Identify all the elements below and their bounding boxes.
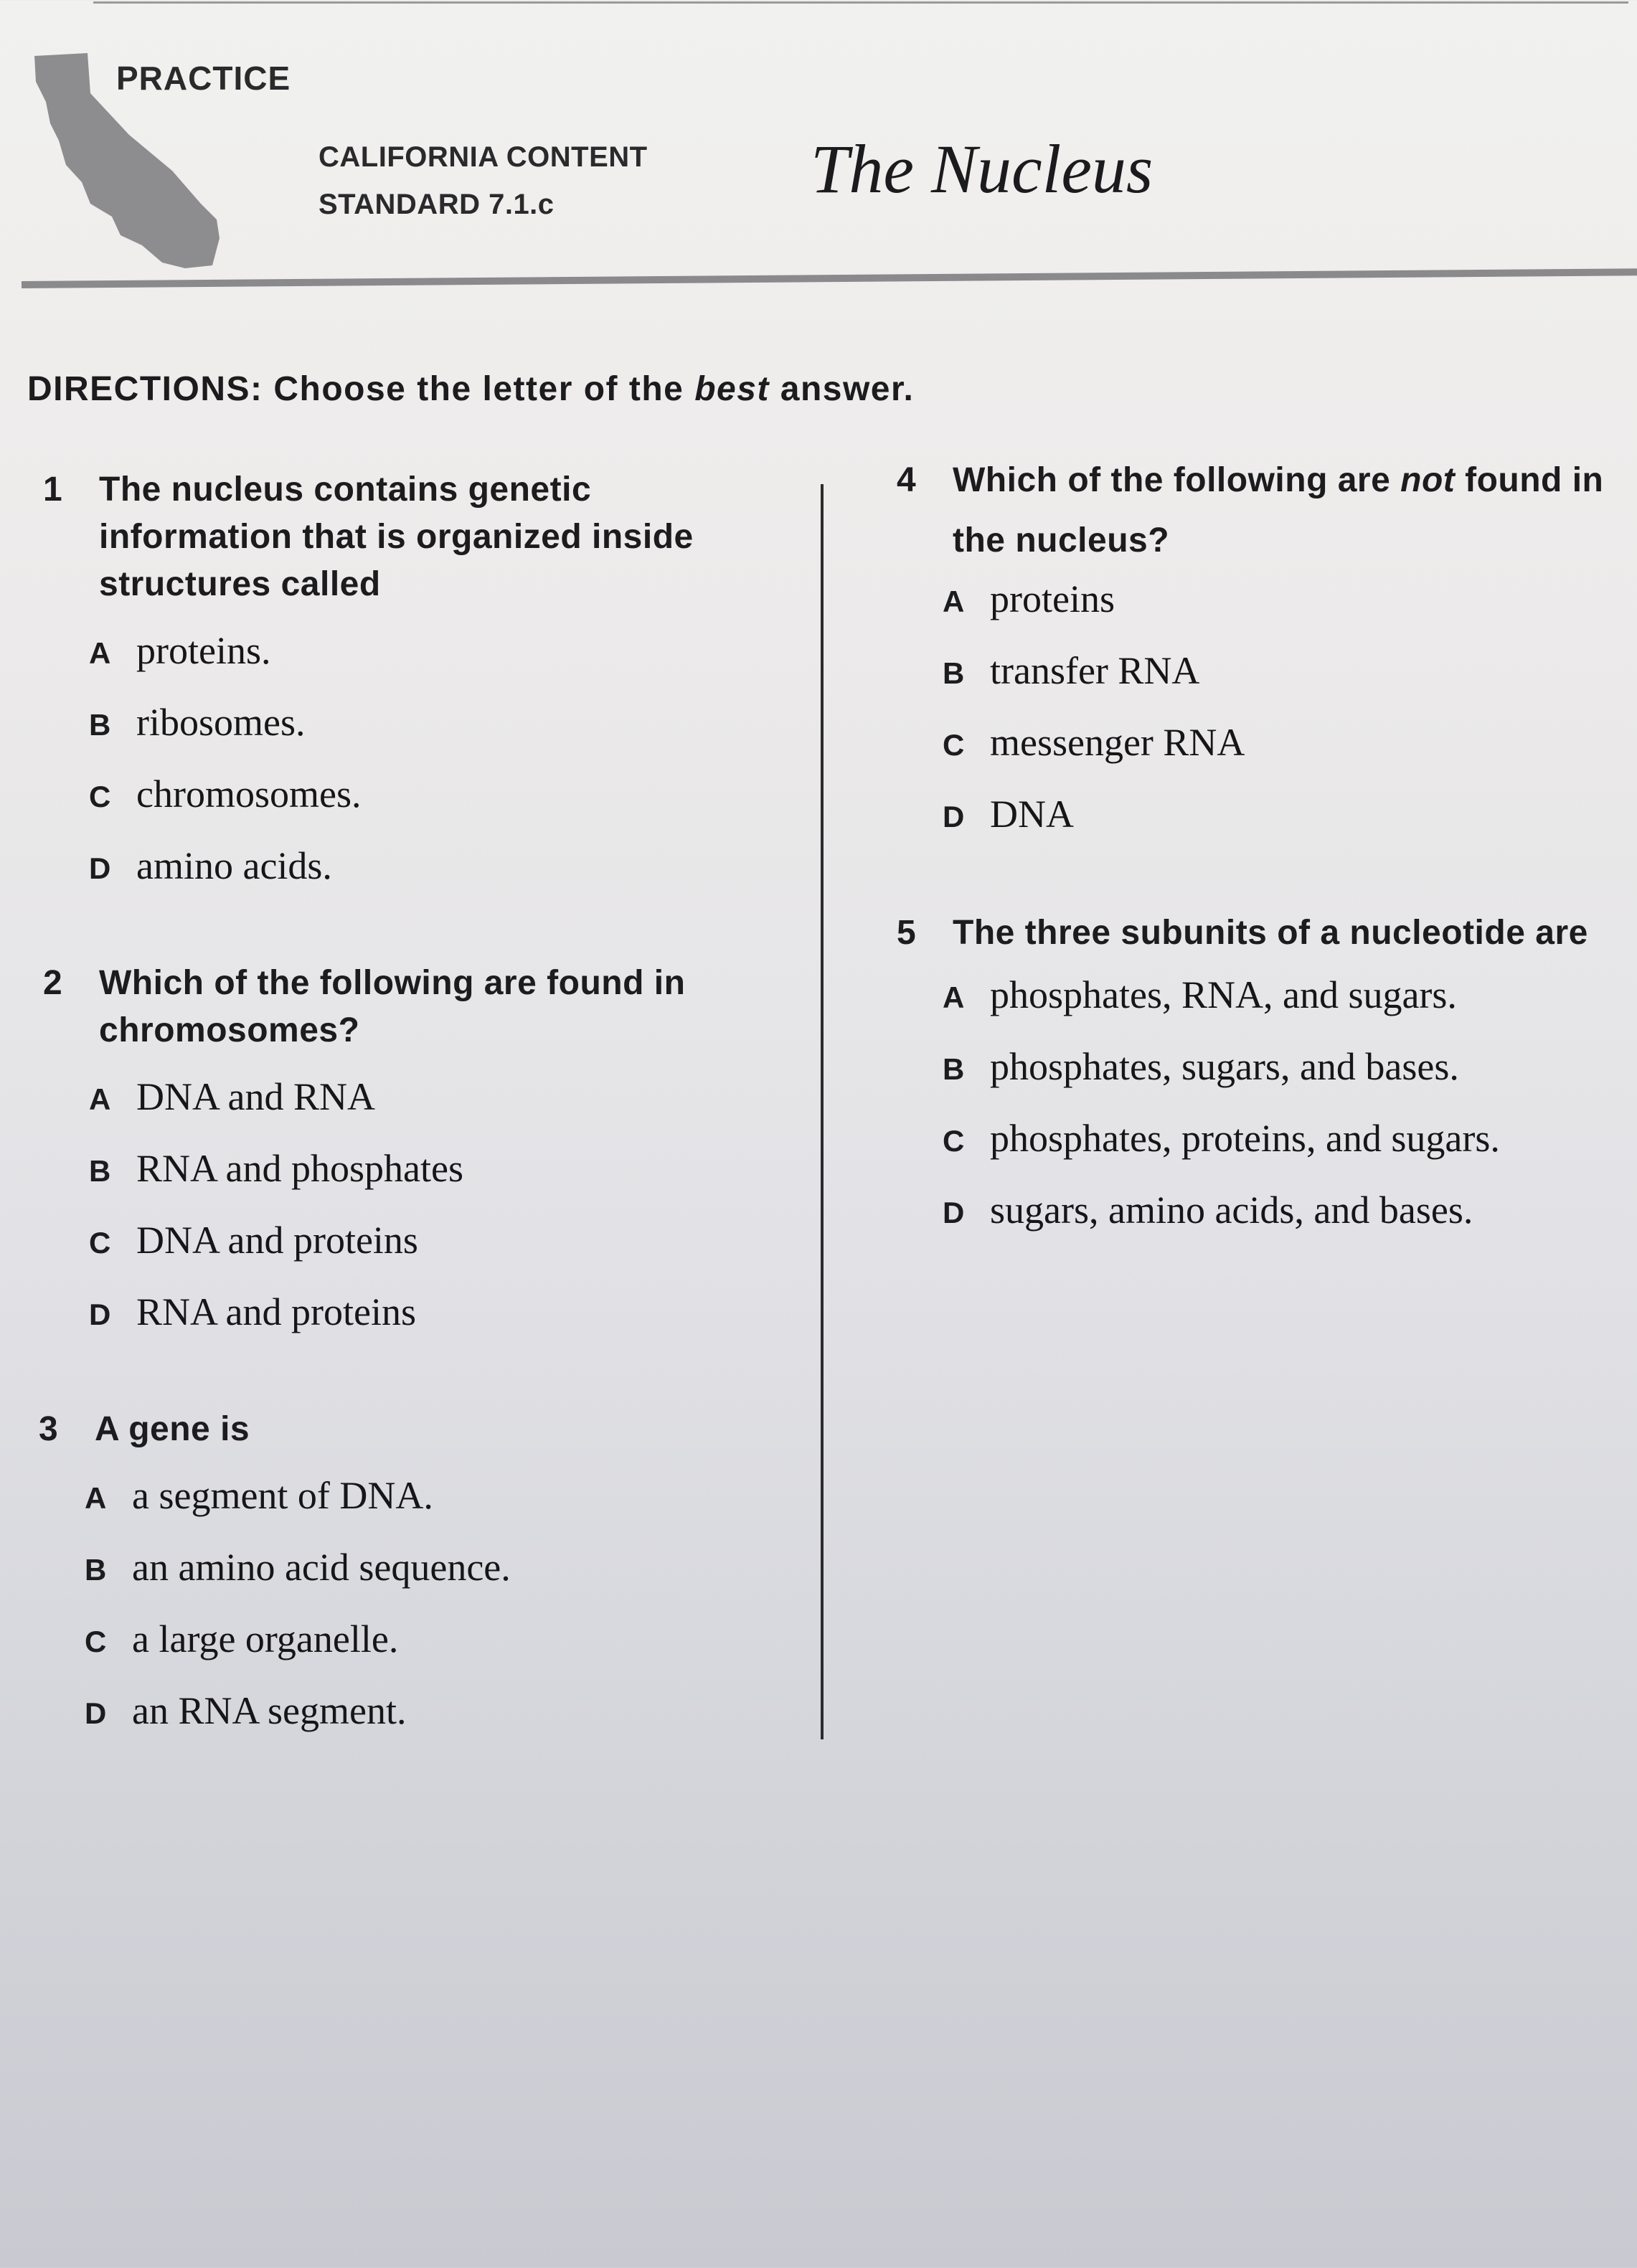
choice-letter: D	[943, 800, 965, 833]
choice-list	[89, 1074, 789, 1361]
question-text: The nucleus contains genetic information that is organized inside structures called	[99, 471, 694, 603]
choice-text: transfer RNA	[990, 649, 1200, 692]
choice-text: an amino acid sequence.	[132, 1546, 511, 1589]
choice-letter: B	[85, 1553, 107, 1587]
choice-list	[85, 1473, 785, 1760]
choice-text: DNA	[990, 793, 1074, 836]
choice-a[interactable]	[85, 1473, 785, 1545]
question-number: 1	[43, 471, 63, 509]
choice-letter: D	[89, 851, 111, 885]
choice-b[interactable]	[85, 1545, 785, 1617]
practice-label: PRACTICE	[116, 60, 291, 97]
choice-b[interactable]	[89, 700, 789, 772]
question-2	[43, 960, 789, 1361]
choice-letter: B	[943, 1052, 965, 1086]
choice-text: DNA and proteins	[136, 1219, 418, 1262]
choice-d[interactable]	[943, 1188, 1621, 1260]
question-number: 4	[897, 461, 917, 499]
choice-letter: C	[85, 1625, 107, 1658]
choice-letter: A	[85, 1481, 107, 1515]
choice-text: phosphates, sugars, and bases.	[990, 1045, 1459, 1088]
question-number: 3	[39, 1410, 59, 1448]
question-1	[43, 466, 789, 915]
choice-letter: C	[89, 1226, 111, 1260]
choice-text: proteins.	[136, 629, 271, 672]
choice-a[interactable]	[943, 577, 1614, 648]
content-standard	[319, 133, 648, 228]
question-text-prefix: Which of the following are	[953, 461, 1401, 499]
directions-suffix: answer.	[769, 370, 915, 408]
choice-text: chromosomes.	[136, 772, 362, 816]
choice-list	[89, 628, 789, 915]
choice-d[interactable]	[85, 1688, 785, 1760]
question-number: 5	[897, 914, 917, 952]
page-title: The Nucleus	[811, 131, 1154, 207]
choice-d[interactable]	[943, 792, 1614, 864]
standard-line-1: CALIFORNIA CONTENT	[319, 141, 648, 173]
choice-text: a segment of DNA.	[132, 1474, 433, 1517]
directions-emphasis: best	[694, 370, 770, 408]
choice-letter: A	[89, 636, 111, 670]
choice-c[interactable]	[89, 1218, 789, 1290]
choice-letter: B	[943, 656, 965, 690]
choice-letter: B	[89, 1154, 111, 1188]
choice-text: a large organelle.	[132, 1617, 399, 1660]
choice-letter: D	[85, 1696, 107, 1730]
choice-b[interactable]	[89, 1146, 789, 1218]
question-4	[897, 450, 1614, 864]
directions-prefix: DIRECTIONS: Choose the letter of the	[27, 370, 695, 408]
choice-c[interactable]	[89, 772, 789, 844]
header-divider	[22, 268, 1637, 288]
choice-text: ribosomes.	[136, 701, 306, 744]
choice-text: an RNA segment.	[132, 1689, 407, 1732]
choice-letter: C	[943, 1124, 965, 1158]
choice-a[interactable]	[89, 1074, 789, 1146]
question-text-suffix: found in the nucleus?	[953, 461, 1604, 559]
choice-letter: D	[943, 1196, 965, 1229]
question-text: Which of the following are found in chromosomes?	[99, 964, 686, 1049]
choice-list	[943, 577, 1614, 864]
top-edge-line	[93, 1, 1628, 4]
choice-letter: C	[89, 780, 111, 813]
standard-line-2: STANDARD 7.1.c	[319, 189, 555, 220]
choice-b[interactable]	[943, 648, 1614, 720]
question-3	[39, 1406, 785, 1760]
choice-letter: A	[943, 585, 965, 618]
choice-a[interactable]	[89, 628, 789, 700]
choice-list	[943, 973, 1621, 1260]
choice-text: proteins	[990, 577, 1115, 620]
directions	[27, 369, 914, 409]
question-5	[897, 909, 1621, 1260]
question-text	[953, 450, 1614, 571]
choice-d[interactable]	[89, 1290, 789, 1361]
choice-letter: B	[89, 708, 111, 742]
choice-c[interactable]	[85, 1617, 785, 1688]
choice-letter: A	[943, 981, 965, 1014]
choice-c[interactable]	[943, 1116, 1621, 1188]
choice-b[interactable]	[943, 1044, 1621, 1116]
choice-letter: A	[89, 1082, 111, 1116]
choice-text: DNA and RNA	[136, 1075, 375, 1118]
question-number: 2	[43, 964, 63, 1002]
choice-letter: C	[943, 728, 965, 762]
column-divider	[821, 484, 824, 1739]
choice-letter: D	[89, 1298, 111, 1331]
choice-text: RNA and phosphates	[136, 1147, 463, 1190]
choice-text: sugars, amino acids, and bases.	[990, 1189, 1473, 1232]
question-text: A gene is	[95, 1410, 250, 1448]
question-text: The three subunits of a nucleotide are	[953, 914, 1588, 952]
choice-a[interactable]	[943, 973, 1621, 1044]
choice-text: phosphates, RNA, and sugars.	[990, 973, 1457, 1016]
choice-text: phosphates, proteins, and sugars.	[990, 1117, 1500, 1160]
choice-c[interactable]	[943, 720, 1614, 792]
choice-text: amino acids.	[136, 844, 332, 887]
choice-text: messenger RNA	[990, 721, 1245, 764]
question-text-emphasis: not	[1400, 461, 1456, 499]
choice-d[interactable]	[89, 844, 789, 915]
choice-text: RNA and proteins	[136, 1290, 416, 1333]
